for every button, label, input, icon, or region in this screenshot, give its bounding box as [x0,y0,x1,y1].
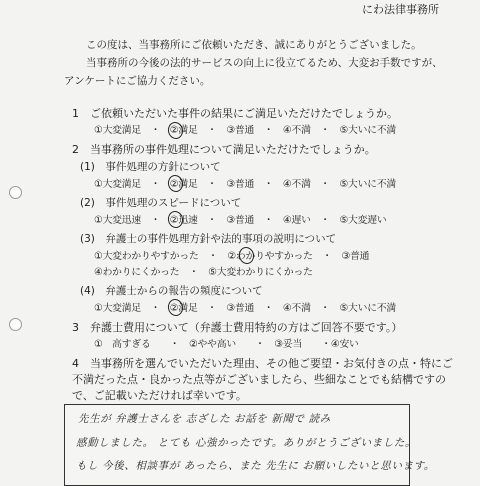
intro-line-3: アンケートにご協力ください。 [64,75,211,87]
question-1-options: ①大変満足 ・ ②満足 ・ ③普通 ・ ④不満 ・ ⑤大いに不満 [94,125,397,136]
intro-line-2: 当事務所の今後の法的サービスの向上に役立てるため、大変お手数ですが、 [86,57,443,69]
answer-circle-q2-3 [237,246,255,266]
question-2-4-options: ①大変満足 ・ ②満足 ・ ③普通 ・ ④不満 ・ ⑤大いに不満 [94,303,397,314]
question-2-1-label: (1) 事件処理の方針について [80,161,221,173]
question-2-2-options: ①大変迅速 ・ ②迅速 ・ ③普通 ・ ④遅い ・ ⑤大変遅い [94,215,387,226]
handwritten-line-2: 感動しました。 とても 心強かったです。ありがとうございました。 [76,437,417,449]
question-3-label: 3 弁護士費用について（弁護士費用特約の方はご回答不要です。） [72,321,403,334]
question-2-label: 2 当事務所の事件処理について満足いただけたでしょうか。 [72,143,376,156]
answer-circle-q2-2 [166,210,184,230]
question-2-4-label: (4) 弁護士からの報告の頻度について [80,285,263,297]
question-2-3-options-line-2: ④わかりにくかった ・ ⑤大変わかりにくかった [94,267,313,278]
question-4-line-2: 不満だった点・良かった点等がございましたら、些細なことでも結構ですの [72,373,446,386]
question-1-label: 1 ご依頼いただいた事件の結果にご満足いただけたでしょうか。 [72,107,398,120]
question-2-3-options-line-1: ①大変わかりやすかった ・ ②わかりやすかった ・ ③普通 [94,251,370,262]
answer-circle-q2-4 [166,298,184,318]
answer-circle-q2-1 [166,174,184,194]
question-4-line-1: 4 当事務所を選んでいただいた理由、その他ご要望・お気付きの点・特にご [72,357,453,370]
question-2-3-label: (3) 弁護士の事件処理方針や法的事項の説明について [80,233,337,245]
binder-hole-bottom [9,318,22,331]
intro-line-1: この度は、当事務所にご依頼いただき、誠にありがとうございました。 [86,39,422,51]
handwritten-line-3: もし 今後、相談事が あったら、また 先生に お願いしたいと思います。 [76,460,435,472]
question-3-options: ① 高すぎる ・ ②やや高い ・ ③妥当 ・④安い [94,339,359,350]
question-2-1-options: ①大変満足 ・ ②満足 ・ ③普通 ・ ④不満 ・ ⑤大いに不満 [94,179,397,190]
question-4-line-3: で、ご記載いただければ幸いです。 [72,389,247,402]
question-2-2-label: (2) 事件処理のスピードについて [80,197,242,209]
binder-hole-top [9,186,22,199]
answer-circle-q1 [166,121,184,141]
handwritten-line-1: 先生が 弁護士さんを 志ざした お話を 新聞で 読み [78,413,331,425]
firm-name: にわ法律事務所 [362,3,439,16]
